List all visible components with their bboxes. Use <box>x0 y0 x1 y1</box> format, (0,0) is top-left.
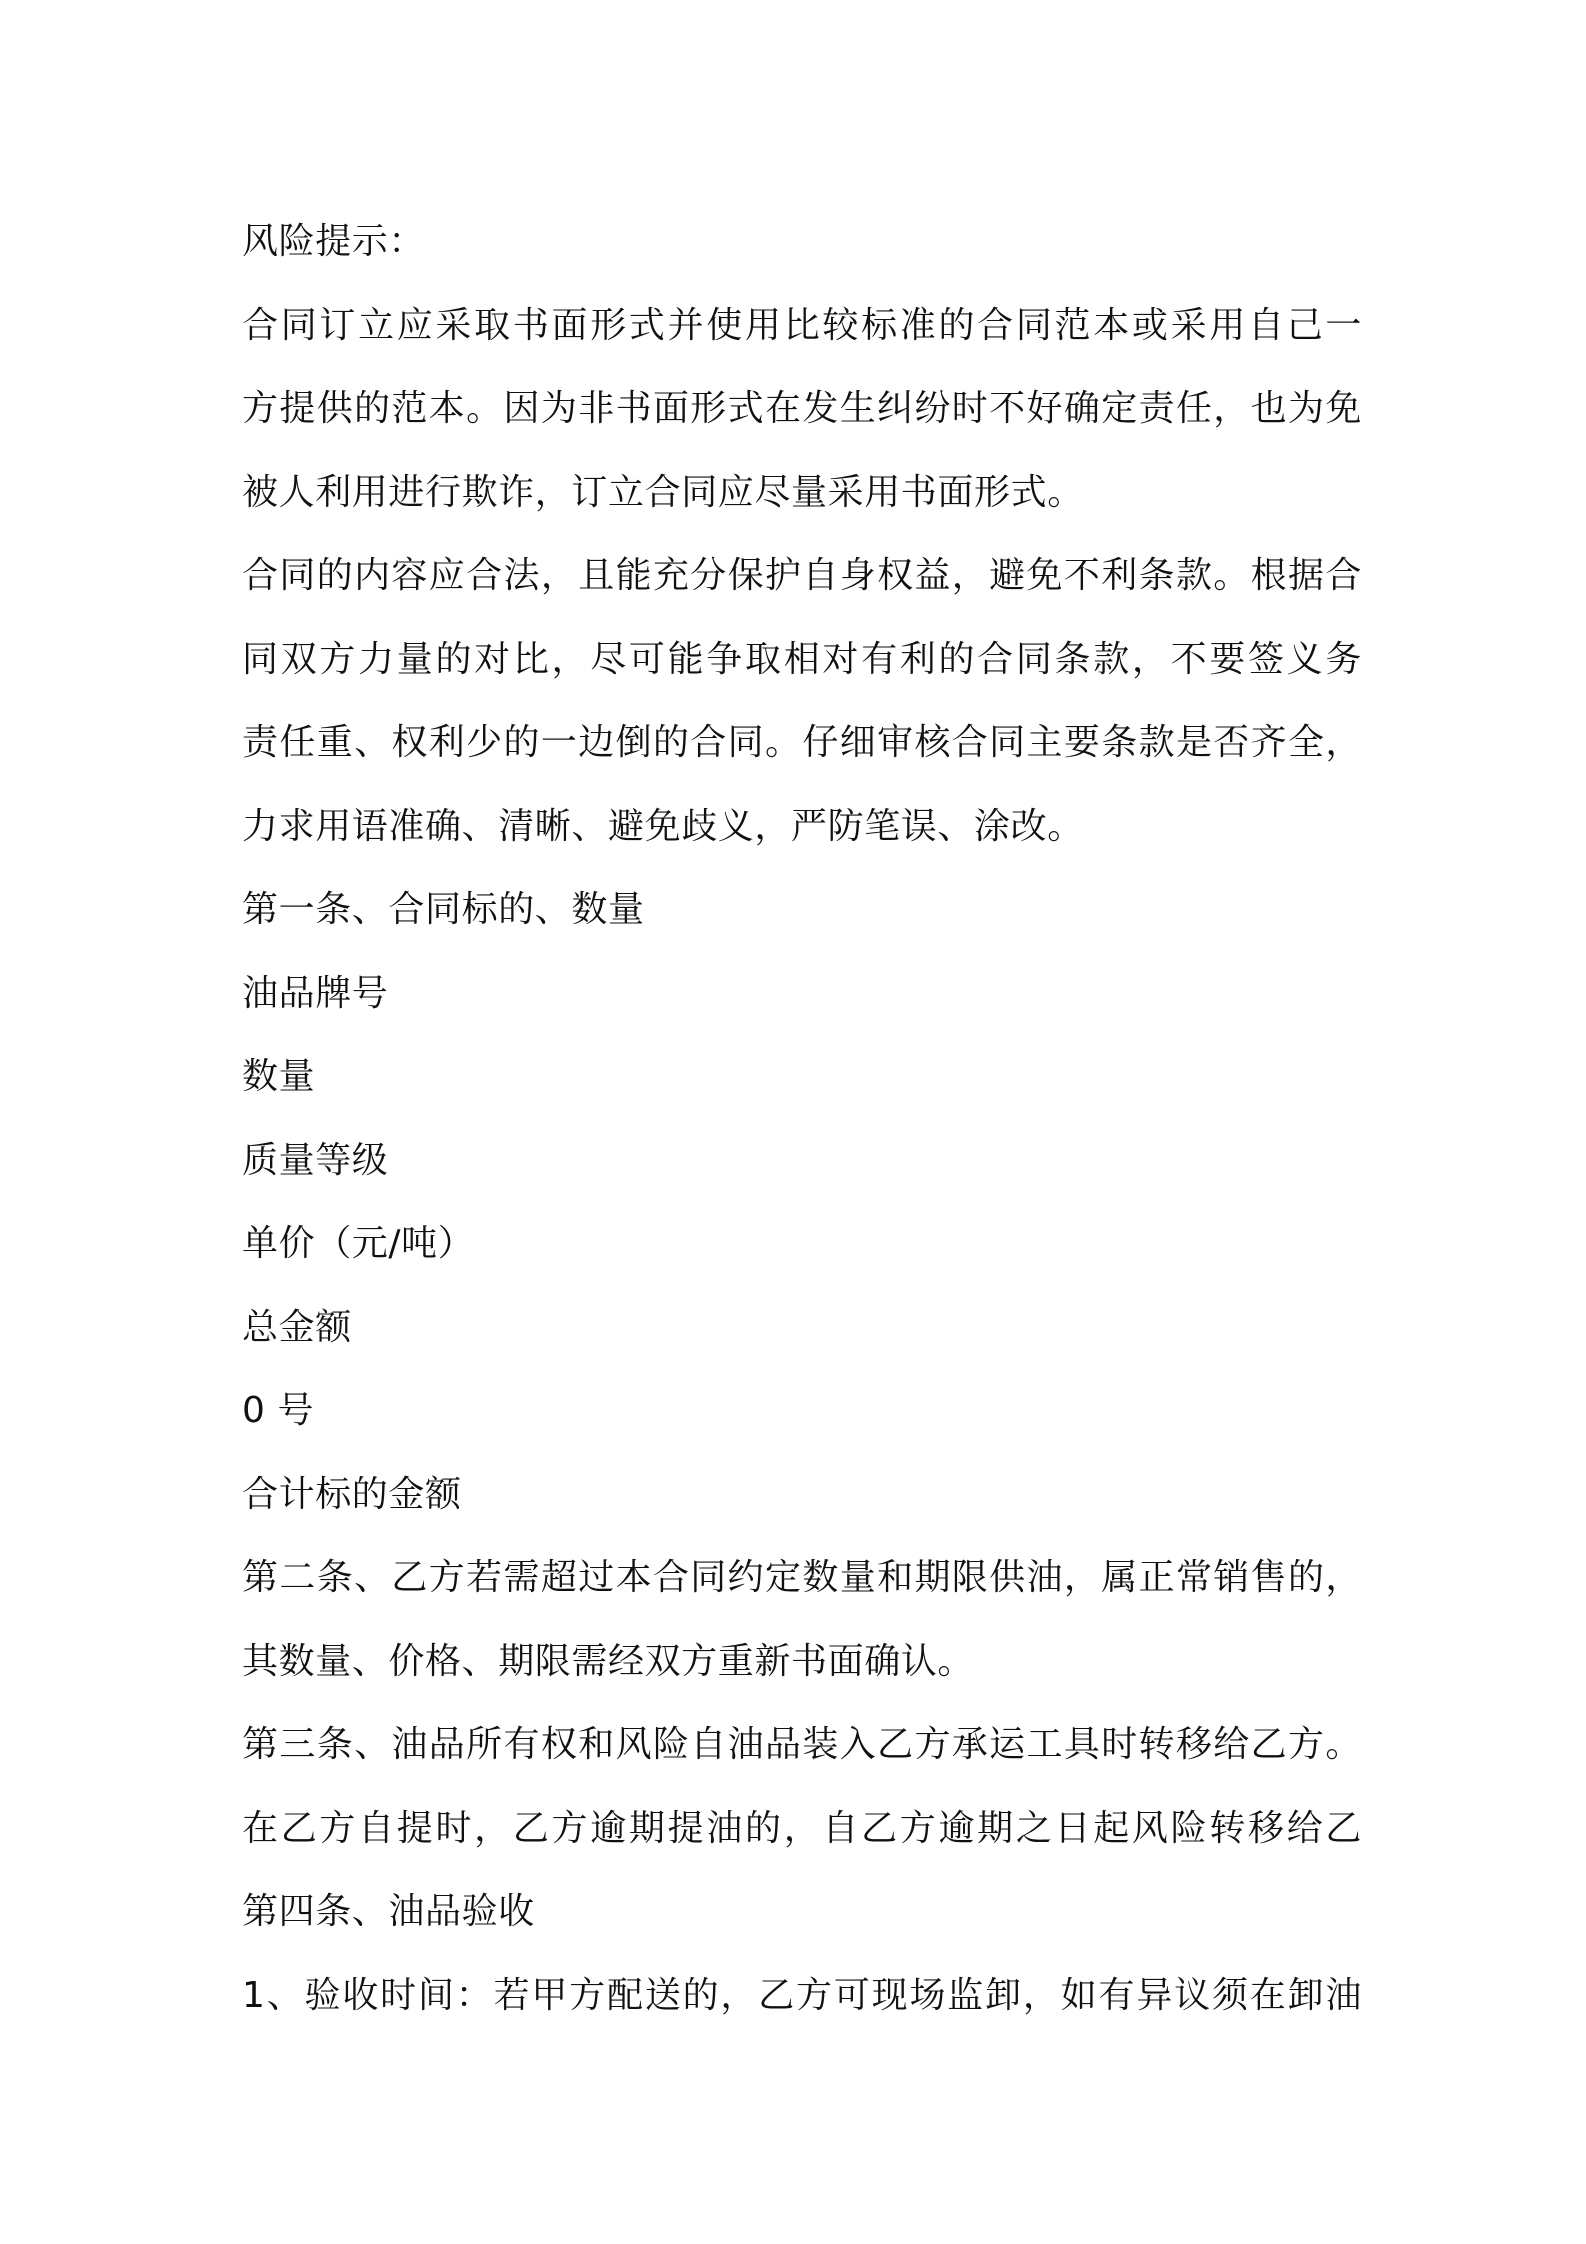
article-4-heading: 第四条、油品验收 <box>242 1891 535 1932</box>
field-oil-grade: 油品牌号 <box>242 972 389 1014</box>
article-2-line: 其数量、价格、期限需经双方重新书面确认。 <box>242 1640 975 1682</box>
field-quantity: 数量 <box>242 1056 316 1097</box>
article-1-heading: 第一条、合同标的、数量 <box>242 889 645 930</box>
article-2-line: 第二条、乙方若需超过本合同约定数量和期限供油，属正常销售的， <box>242 1557 1362 1598</box>
field-oil-no-0: 0 号 <box>242 1390 315 1431</box>
article-3-line: 第三条、油品所有权和风险自油品装入乙方承运工具时转移给乙方。 <box>242 1724 1362 1765</box>
risk-notice-heading: 风险提示： <box>242 221 426 262</box>
paragraph-line: 合同的内容应合法，且能充分保护自身权益，避免不利条款。根据合 <box>242 555 1362 596</box>
field-total-amount: 总金额 <box>242 1306 352 1348</box>
field-quality-level: 质量等级 <box>242 1139 389 1181</box>
field-subject-total: 合计标的金额 <box>242 1473 462 1515</box>
paragraph-line: 方提供的范本。因为非书面形式在发生纠纷时不好确定责任，也为免 <box>242 388 1362 429</box>
paragraph-line: 被人利用进行欺诈，订立合同应尽量采用书面形式。 <box>242 471 1084 513</box>
document-body <box>242 200 1362 2037</box>
article-3-line: 在乙方自提时，乙方逾期提油的，自乙方逾期之日起风险转移给乙 <box>242 1807 1362 1849</box>
paragraph-line: 合同订立应采取书面形式并使用比较标准的合同范本或采用自己一 <box>242 304 1362 346</box>
paragraph-line: 力求用语准确、清晰、避免歧义，严防笔误、涂改。 <box>242 805 1084 847</box>
paragraph-line: 同双方力量的对比，尽可能争取相对有利的合同条款，不要签义务 <box>242 638 1362 680</box>
field-unit-price: 单价（元/吨） <box>242 1223 475 1264</box>
article-4-line: 1、验收时间：若甲方配送的，乙方可现场监卸，如有异议须在卸油 <box>242 1974 1362 2016</box>
paragraph-line: 责任重、权利少的一边倒的合同。仔细审核合同主要条款是否齐全， <box>242 722 1362 763</box>
